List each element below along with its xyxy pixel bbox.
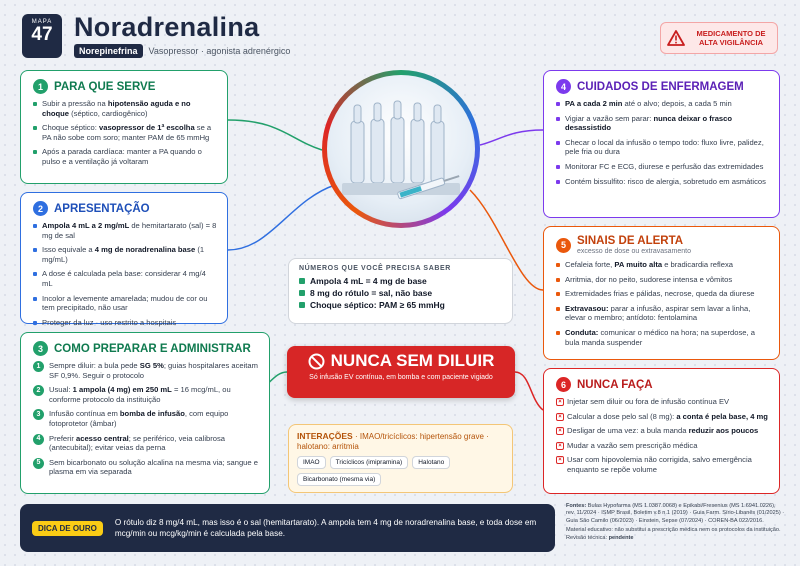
key-numbers-box — [288, 258, 513, 324]
step-number: 2 — [33, 385, 44, 396]
x-mark-icon: × — [556, 427, 564, 435]
key-number-row: Choque séptico: PAM ≥ 65 mmHg — [299, 300, 502, 310]
list-item: Choque séptico: vasopressor de 1ª escolha se a PA não sobe com soro; manter PAM de 65 mmHg — [33, 123, 217, 142]
list-item: PA a cada 2 min até o alvo; depois, a cada 5 min — [556, 99, 769, 109]
high-alert-text: MEDICAMENTO DE ALTA VIGILÂNCIA — [696, 29, 766, 47]
list-item: Extravasou: parar a infusão, aspirar sem lavar a linha, elevar o membro; antídoto: fentolamina — [556, 304, 769, 323]
key-number-row: Ampola 4 mL = 4 mg de base — [299, 276, 502, 286]
interaction-chips — [297, 456, 504, 486]
section-nunca-faca — [543, 368, 780, 494]
list-item: 4 Preferir acesso central; se periférico, veia calibrosa (antecubital); evitar veias da perna — [33, 434, 259, 453]
list-item: × Calcular a dose pelo sal (8 mg): a conta é pela base, 4 mg — [556, 412, 769, 422]
section-como-preparar — [20, 332, 270, 494]
section-title: SINAIS DE ALERTA — [577, 235, 684, 247]
interaction-chip: Bicarbonato (mesma via) — [297, 473, 381, 486]
section-number: 6 — [556, 377, 571, 392]
warning-icon — [667, 30, 685, 46]
map-label: MAPA — [31, 19, 53, 25]
high-alert-badge — [660, 22, 778, 54]
list-item: Após a parada cardíaca: manter a PA quando o pulso e a ventilação já voltaram — [33, 147, 217, 166]
x-mark-icon: × — [556, 398, 564, 406]
section-title: COMO PREPARAR E ADMINISTRAR — [54, 342, 251, 355]
section-number: 5 — [556, 238, 571, 253]
interaction-chip: IMAO — [297, 456, 326, 469]
section-number: 3 — [33, 341, 48, 356]
golden-tip-label: DICA DE OURO — [32, 521, 103, 536]
section-sinais-alerta — [543, 226, 780, 360]
disclaimer-text: Material educativo: não substitui a prescrição médica nem os protocolos da instituição. Revisão técnica: — [566, 527, 781, 541]
x-mark-icon: × — [556, 442, 564, 450]
section-number: 1 — [33, 79, 48, 94]
section-title: APRESENTAÇÃO — [54, 202, 150, 215]
list-item: Cefaleia forte, PA muito alta e bradicardia reflexa — [556, 260, 769, 270]
list-item: Subir a pressão na hipotensão aguda e no choque (séptico, cardiogênico) — [33, 99, 217, 118]
step-number: 5 — [33, 458, 44, 469]
interaction-chip: Tricíclicos (imipramina) — [330, 456, 409, 469]
never-undiluted-banner — [287, 346, 515, 398]
section-title: NUNCA FAÇA — [577, 378, 653, 391]
section-para-que-serve — [20, 70, 228, 184]
never-undiluted-title: NUNCA SEM DILUIR — [330, 351, 495, 370]
x-mark-icon: × — [556, 456, 564, 464]
list-item: Ampola 4 mL a 2 mg/mL de hemitartarato (sal) = 8 mg de sal — [33, 221, 217, 240]
list-item: Checar o local da infusão o tempo todo: fluxo livre, palidez, pele fria ou dura — [556, 138, 769, 157]
interactions-text: · IMAO/tricíclicos: hipertensão grave · halotano: arritmia — [297, 432, 489, 451]
sinais-list — [556, 260, 769, 347]
section-subtitle: excesso de dose ou extravasamento — [577, 248, 692, 255]
ampoules-illustration — [327, 75, 475, 223]
prohibited-icon — [308, 353, 325, 370]
preparar-steps — [33, 361, 259, 477]
section-apresentacao — [20, 192, 228, 327]
list-item: × Injetar sem diluir ou fora de infusão contínua EV — [556, 397, 769, 407]
section-title: CUIDADOS DE ENFERMAGEM — [577, 80, 744, 93]
section-number: 4 — [556, 79, 571, 94]
subtitle-row — [74, 44, 290, 58]
list-item: 2 Usual: 1 ampola (4 mg) em 250 mL = 16 mcg/mL, ou conforme protocolo da instituição — [33, 385, 259, 404]
apresentacao-list — [33, 221, 217, 327]
list-item: Arritmia, dor no peito, sudorese intensa e vômitos — [556, 275, 769, 285]
list-item: 5 Sem bicarbonato ou solução alcalina na mesma via; sangue e plasma em via separada — [33, 458, 259, 477]
map-number: 47 — [31, 24, 53, 45]
interactions-box — [288, 424, 513, 493]
step-number: 3 — [33, 409, 44, 420]
drug-class: Vasopressor · agonista adrenérgico — [148, 46, 291, 56]
x-mark-icon: × — [556, 413, 564, 421]
sources-block — [566, 503, 786, 542]
interactions-title: INTERAÇÕES — [297, 431, 353, 441]
map-number-badge — [22, 14, 62, 58]
list-item: × Usar com hipovolemia não corrigida, salvo emergência enquanto se repõe volume — [556, 455, 769, 474]
never-undiluted-text: Só infusão EV contínua, em bomba e com paciente vigiado — [309, 374, 493, 381]
list-item: Contém bissulfito: risco de alergia, sobretudo em asmáticos — [556, 177, 769, 187]
sources-label: Fontes: — [566, 503, 587, 509]
list-item: Incolor a levemente amarelada; mudou de cor ou tem precipitado, não usar — [33, 294, 217, 313]
list-item: × Desligar de uma vez: a bula manda reduzir aos poucos — [556, 426, 769, 436]
key-number-row: 8 mg do rótulo = sal, não base — [299, 288, 502, 298]
page-title: Noradrenalina — [74, 12, 260, 42]
list-item: Conduta: comunicar o médico na hora; na superdose, a bula manda suspender — [556, 328, 769, 347]
list-item: × Mudar a vazão sem prescrição médica — [556, 441, 769, 451]
list-item: Vigiar a vazão sem parar: nunca deixar o frasco desassistido — [556, 114, 769, 133]
nunca-list — [556, 397, 769, 475]
serve-list — [33, 99, 217, 167]
section-title: PARA QUE SERVE — [54, 80, 156, 93]
cuidados-list — [556, 99, 769, 186]
sources-text: Bulas Hypofarma (MS 1.0387.0068) e Epikabi/Fresenius (MS 1.6941.0226), rev. 11/2024 · ISMP Brasil, Boletim v.8 n.1 (2019) · Guia Farm. Sírio-Libanês (01/2025) · Guia São Camilo (06/2023) · Einstein, Sepse (07/2024) · COREN-BA 022/2016. — [566, 503, 785, 524]
step-number: 1 — [33, 361, 44, 372]
interaction-chip: Halotano — [412, 456, 450, 469]
list-item: Isso equivale a 4 mg de noradrenalina base (1 mg/mL) — [33, 245, 217, 264]
golden-tip-text: O rótulo diz 8 mg/4 mL, mas isso é o sal (hemitartarato). A ampola tem 4 mg de noradrenalina base, e toda dose em mcg/min ou mcg/kg/min é calculada pela base. — [114, 518, 537, 538]
drug-synonym-tag: Norepinefrina — [74, 44, 143, 58]
list-item: 3 Infusão contínua em bomba de infusão, com equipo fotoprotetor (âmbar) — [33, 409, 259, 428]
list-item: Extremidades frias e pálidas, necrose, queda da diurese — [556, 289, 769, 299]
review-status: pendente — [608, 534, 634, 541]
list-item: A dose é calculada pela base: considerar 4 mg/4 mL — [33, 269, 217, 288]
golden-tip-bar — [20, 504, 555, 552]
list-item: Proteger da luz · uso restrito a hospitais — [33, 318, 217, 328]
section-cuidados-enfermagem — [543, 70, 780, 218]
key-numbers-title: NÚMEROS QUE VOCÊ PRECISA SABER — [299, 265, 451, 272]
ampoule-photo — [322, 70, 480, 228]
step-number: 4 — [33, 434, 44, 445]
list-item: 1 Sempre diluir: a bula pede SG 5%; guias hospitalares aceitam SF 0,9%. Seguir o protocolo — [33, 361, 259, 380]
section-number: 2 — [33, 201, 48, 216]
list-item: Monitorar FC e ECG, diurese e perfusão das extremidades — [556, 162, 769, 172]
